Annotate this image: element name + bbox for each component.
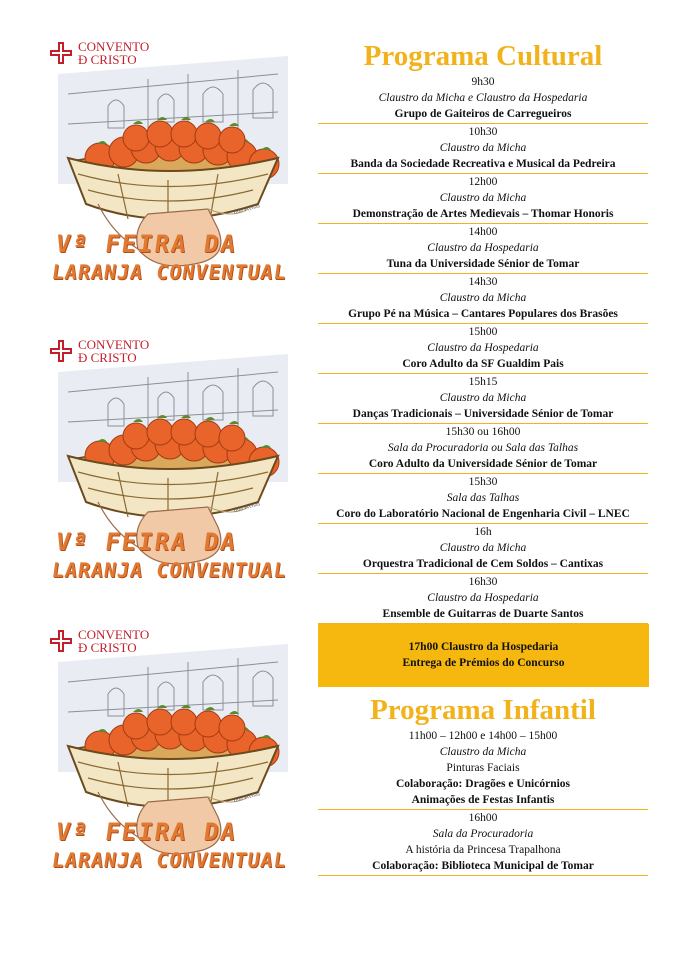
item-place: Claustro da Micha e Claustro da Hospedaria	[378, 92, 588, 104]
item-act: Coro Adulto da Universidade Sénior de Tomar	[368, 458, 598, 470]
item-act: Danças Tradicionais – Universidade Sénior de Tomar	[352, 408, 614, 420]
program-item	[318, 174, 648, 224]
logo-line-2: Đ CRISTO	[78, 52, 137, 67]
program-item	[318, 224, 648, 274]
children-item	[318, 728, 648, 810]
poster-title-line-2: LARANJA CONVENTUAL	[50, 260, 289, 284]
feira-poster	[38, 622, 300, 894]
convento-logo	[50, 338, 149, 364]
item-act: Ensemble de Guitarras de Duarte Santos	[382, 608, 584, 620]
program-item	[318, 324, 648, 374]
item-act: Coro do Laboratório Nacional de Engenharia Civil – LNEC	[336, 508, 630, 520]
item-act: Coro Adulto da SF Gualdim Pais	[402, 358, 564, 370]
program-item	[318, 574, 648, 624]
item-time: 15h00	[468, 326, 498, 338]
program-item	[318, 474, 648, 524]
program-item	[318, 424, 648, 474]
item-place: Sala da Procuradoria	[432, 828, 534, 840]
item-time: 10h30	[468, 126, 498, 138]
poster-title-line-2: LARANJA CONVENTUAL	[50, 558, 289, 582]
program-item	[318, 374, 648, 424]
logo-line-2: Đ CRISTO	[78, 350, 137, 365]
children-item	[318, 810, 648, 876]
awards-line-2: Entrega de Prémios do Concurso	[402, 657, 565, 669]
poster-title-line-1: Vª FEIRA DA	[54, 528, 239, 556]
children-program	[318, 692, 648, 876]
svg-text:Ilda Freitas: Ilda Freitas	[232, 203, 261, 216]
item-act: Tuna da Universidade Sénior de Tomar	[386, 258, 580, 270]
program-item	[318, 524, 648, 574]
item-place: Claustro da Micha	[439, 192, 527, 204]
item-place: Sala da Procuradoria ou Sala das Talhas	[387, 442, 579, 454]
cross-icon	[50, 42, 72, 64]
item-time: 12h00	[468, 176, 498, 188]
item-place: Claustro da Micha	[439, 392, 527, 404]
item-place: Claustro da Micha	[439, 292, 527, 304]
item-time: 16h00	[468, 812, 498, 824]
convento-logo	[50, 40, 149, 66]
item-time: 15h30	[468, 476, 498, 488]
item-place: Claustro da Micha	[439, 542, 527, 554]
item-act: Grupo de Gaiteiros de Carregueiros	[394, 108, 572, 120]
item-collaboration-detail: Animações de Festas Infantis	[411, 794, 555, 806]
cross-icon	[50, 630, 72, 652]
item-activity: Pinturas Faciais	[446, 762, 520, 774]
poster-title-line-2: LARANJA CONVENTUAL	[50, 848, 289, 872]
item-act: Banda da Sociedade Recreativa e Musical da Pedreira	[350, 158, 616, 170]
feira-poster	[38, 34, 300, 306]
item-place: Sala das Talhas	[446, 492, 520, 504]
item-place: Claustro da Micha	[439, 142, 527, 154]
program-item	[318, 74, 648, 124]
item-collaboration: Colaboração: Dragões e Unicórnios	[395, 778, 571, 790]
convento-logo	[50, 628, 149, 654]
awards-line-1: 17h00 Claustro da Hospedaria	[408, 641, 559, 653]
item-time: 14h30	[468, 276, 498, 288]
cultural-heading: Programa Cultural	[363, 40, 603, 72]
item-time: 9h30	[471, 76, 495, 88]
item-place: Claustro da Hospedaria	[427, 342, 539, 354]
svg-text:Ilda Freitas: Ilda Freitas	[232, 501, 261, 514]
item-place: Claustro da Hospedaria	[427, 242, 539, 254]
cultural-program	[318, 38, 648, 624]
children-heading: Programa Infantil	[370, 694, 596, 726]
logo-line-1: CONVENTO	[78, 337, 150, 352]
item-time: 15h15	[468, 376, 498, 388]
logo-line-1: CONVENTO	[78, 627, 150, 642]
item-act: Demonstração de Artes Medievais – Thomar Honoris	[352, 208, 614, 220]
item-place: Claustro da Micha	[439, 746, 527, 758]
awards-banner	[318, 624, 649, 687]
item-place: Claustro da Hospedaria	[427, 592, 539, 604]
item-time: 14h00	[468, 226, 498, 238]
logo-line-2: Đ CRISTO	[78, 640, 137, 655]
item-time: 16h	[474, 526, 492, 538]
item-time: 11h00 – 12h00 e 14h00 – 15h00	[408, 730, 558, 742]
item-activity: A história da Princesa Trapalhona	[405, 844, 561, 856]
item-act: Grupo Pé na Música – Cantares Populares dos Brasões	[348, 308, 618, 320]
cross-icon	[50, 340, 72, 362]
feira-poster	[38, 332, 300, 604]
item-act: Orquestra Tradicional de Cem Soldos – Cantixas	[362, 558, 604, 570]
svg-text:Ilda Freitas: Ilda Freitas	[232, 791, 261, 804]
poster-title-line-1: Vª FEIRA DA	[54, 230, 239, 258]
item-time: 15h30 ou 16h00	[445, 426, 521, 438]
poster-title-line-1: Vª FEIRA DA	[54, 818, 239, 846]
program-item	[318, 124, 648, 174]
item-time: 16h30	[468, 576, 498, 588]
item-collaboration: Colaboração: Biblioteca Municipal de Tomar	[372, 860, 594, 872]
program-item	[318, 274, 648, 324]
logo-line-1: CONVENTO	[78, 39, 150, 54]
